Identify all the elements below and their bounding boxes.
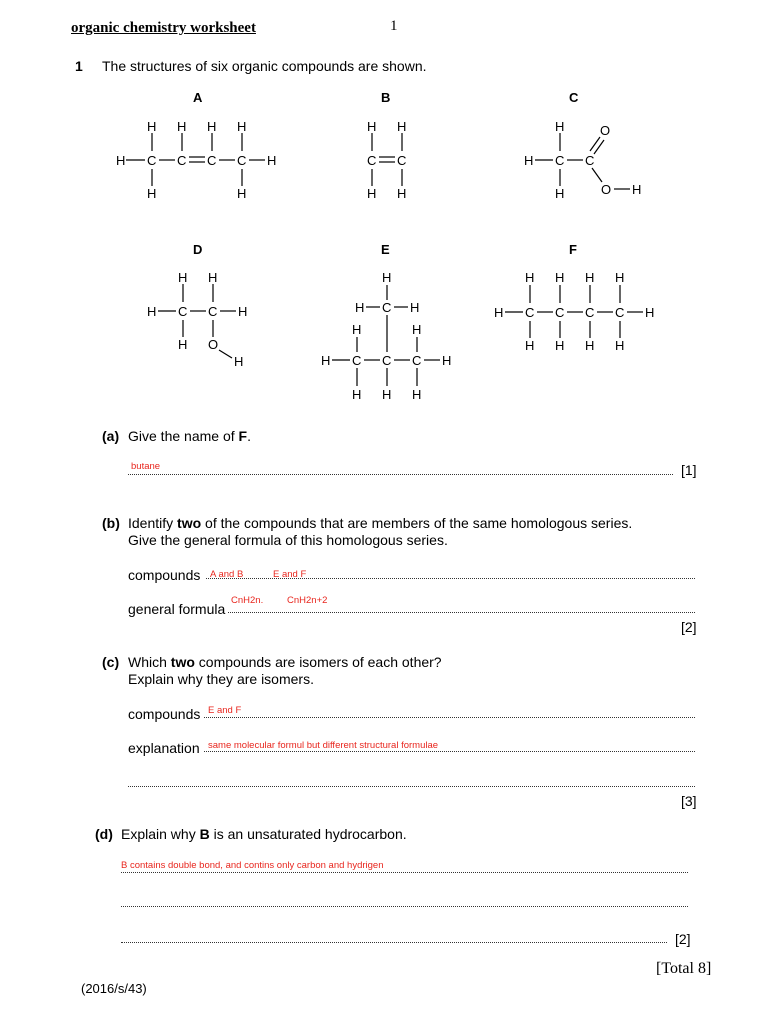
part-c-text: Which xyxy=(128,654,171,670)
part-b-compounds-answer-1[interactable]: A and B xyxy=(210,569,244,580)
part-c-compounds-line[interactable] xyxy=(204,717,695,718)
part-a-text: Give the name of xyxy=(128,428,239,444)
atom-c-c: C xyxy=(585,153,595,168)
atom-e-h: H xyxy=(352,387,362,402)
question-number: 1 xyxy=(75,58,83,74)
atom-a-h: H xyxy=(237,119,247,134)
atom-a-c: C xyxy=(207,153,217,168)
part-b-formula-answer-1[interactable]: CnH2n. xyxy=(231,595,264,606)
atom-e-h: H xyxy=(410,300,420,315)
atom-c-o: O xyxy=(600,123,611,138)
part-b-compounds-line[interactable] xyxy=(206,578,695,579)
part-d-answer[interactable]: B contains double bond, and contins only carbon and hydrigen xyxy=(121,860,384,871)
atom-e-h: H xyxy=(352,322,362,337)
exam-reference: (2016/s/43) xyxy=(81,981,147,996)
structure-e xyxy=(321,270,451,402)
atom-a-c: C xyxy=(147,153,157,168)
question-intro: The structures of six organic compounds are shown. xyxy=(102,58,427,74)
atom-b-h: H xyxy=(397,119,407,134)
atom-d-h: H xyxy=(208,270,218,285)
atom-c-o: O xyxy=(601,182,612,197)
atom-a-h: H xyxy=(177,119,187,134)
atom-a-h: H xyxy=(116,153,126,168)
part-b-question xyxy=(128,515,632,531)
part-a-marks: [1] xyxy=(681,462,697,478)
atom-b-c: C xyxy=(367,153,377,168)
atom-a-h: H xyxy=(207,119,217,134)
worksheet-title: organic chemistry worksheet xyxy=(71,20,256,36)
part-d-text-end: is an unsaturated hydrocarbon. xyxy=(209,826,407,842)
label-compound-f: F xyxy=(569,242,577,257)
atom-f-h: H xyxy=(615,338,625,353)
atom-c-h: H xyxy=(555,119,565,134)
atom-d-h: H xyxy=(178,337,188,352)
label-compound-d: D xyxy=(193,242,203,257)
page-number: 1 xyxy=(390,18,398,34)
atom-d-h: H xyxy=(238,304,248,319)
part-d-question xyxy=(121,826,407,842)
atom-f-c: C xyxy=(525,305,535,320)
structure-a xyxy=(116,119,276,201)
part-c-compounds-answer[interactable]: E and F xyxy=(208,705,242,716)
part-a-bold: F xyxy=(238,428,248,444)
atom-b-h: H xyxy=(397,186,407,201)
atom-d-h: H xyxy=(178,270,188,285)
atom-a-c: C xyxy=(177,153,187,168)
part-c-question xyxy=(128,654,442,670)
part-c-extra-line[interactable] xyxy=(128,786,695,787)
part-c-explanation-label: explanation xyxy=(128,740,200,756)
part-d-answer-line-2[interactable] xyxy=(121,906,688,907)
atom-f-c: C xyxy=(585,305,595,320)
total-marks: [Total 8] xyxy=(656,960,712,977)
atom-e-h: H xyxy=(412,322,422,337)
structure-d xyxy=(147,270,247,369)
atom-a-c: C xyxy=(237,153,247,168)
atom-c-h: H xyxy=(632,182,642,197)
part-b-text-end: of the compounds that are members of the same homologous series. xyxy=(201,515,633,531)
part-a-label: (a) xyxy=(102,428,120,444)
part-d-text: Explain why xyxy=(121,826,200,842)
part-a-question xyxy=(128,428,251,444)
part-d-answer-line-1[interactable] xyxy=(121,872,688,873)
atom-c-c: C xyxy=(555,153,565,168)
atom-b-h: H xyxy=(367,119,377,134)
atom-f-h: H xyxy=(525,270,535,285)
part-d-bold: B xyxy=(199,826,210,842)
part-b-compounds-answer-2[interactable]: E and F xyxy=(273,569,307,580)
atom-d-h: H xyxy=(147,304,157,319)
atom-f-c: C xyxy=(615,305,625,320)
atom-f-h: H xyxy=(585,270,595,285)
atom-f-h: H xyxy=(555,338,565,353)
atom-f-h: H xyxy=(555,270,565,285)
part-d-marks: [2] xyxy=(675,931,691,947)
part-c-question-line2: Explain why they are isomers. xyxy=(128,671,314,687)
atom-d-h: H xyxy=(234,354,244,369)
atom-e-h: H xyxy=(442,353,452,368)
part-c-compounds-label: compounds xyxy=(128,706,201,722)
atom-e-h: H xyxy=(412,387,422,402)
atom-f-h: H xyxy=(525,338,535,353)
atom-a-h: H xyxy=(237,186,247,201)
atom-c-h: H xyxy=(555,186,565,201)
atom-e-c: C xyxy=(382,300,392,315)
part-a-text-end: . xyxy=(247,428,251,444)
part-b-question-line2: Give the general formula of this homologous series. xyxy=(128,532,448,548)
part-c-text-end: compounds are isomers of each other? xyxy=(194,654,442,670)
structural-formulas xyxy=(0,0,768,420)
part-b-compounds-label: compounds xyxy=(128,567,201,583)
part-b-bold: two xyxy=(177,515,202,531)
part-b-label: (b) xyxy=(102,515,120,531)
atom-f-c: C xyxy=(555,305,565,320)
structure-b xyxy=(367,119,406,201)
atom-f-h: H xyxy=(585,338,595,353)
atom-e-c: C xyxy=(412,353,422,368)
atom-a-h: H xyxy=(147,119,157,134)
part-b-text: Identify xyxy=(128,515,178,531)
label-compound-b: B xyxy=(381,90,391,105)
atom-f-h: H xyxy=(615,270,625,285)
atom-f-h: H xyxy=(494,305,504,320)
atom-e-h: H xyxy=(382,387,392,402)
atom-e-c: C xyxy=(382,353,392,368)
part-b-formula-answer-2[interactable]: CnH2n+2 xyxy=(287,595,328,606)
atom-d-c: C xyxy=(208,304,218,319)
atom-a-h: H xyxy=(267,153,277,168)
atom-e-h: H xyxy=(355,300,365,315)
label-compound-c: C xyxy=(569,90,579,105)
structure-f xyxy=(494,270,654,353)
part-c-marks: [3] xyxy=(681,793,697,809)
atom-a-h: H xyxy=(147,186,157,201)
atom-d-c: C xyxy=(178,304,188,319)
atom-e-c: C xyxy=(352,353,362,368)
part-c-label: (c) xyxy=(102,654,120,670)
atom-e-h: H xyxy=(382,270,392,285)
label-compound-e: E xyxy=(381,242,390,257)
atom-e-h: H xyxy=(321,353,331,368)
atom-b-c: C xyxy=(397,153,407,168)
atom-d-o: O xyxy=(208,337,219,352)
part-a-answer[interactable]: butane xyxy=(131,461,161,472)
part-b-marks: [2] xyxy=(681,619,697,635)
part-b-formula-label: general formula xyxy=(128,601,226,617)
part-d-answer-line-3[interactable] xyxy=(121,942,667,943)
atom-f-h: H xyxy=(645,305,655,320)
atom-c-h: H xyxy=(524,153,534,168)
part-c-explanation-answer[interactable]: same molecular formul but different structural formulae xyxy=(208,740,439,751)
part-a-answer-line[interactable] xyxy=(128,474,673,475)
part-c-explanation-line[interactable] xyxy=(204,751,695,752)
structure-c xyxy=(524,119,641,201)
label-compound-a: A xyxy=(193,90,203,105)
part-b-formula-line[interactable] xyxy=(228,612,695,613)
part-d-label: (d) xyxy=(95,826,113,842)
atom-b-h: H xyxy=(367,186,377,201)
part-c-bold: two xyxy=(170,654,195,670)
